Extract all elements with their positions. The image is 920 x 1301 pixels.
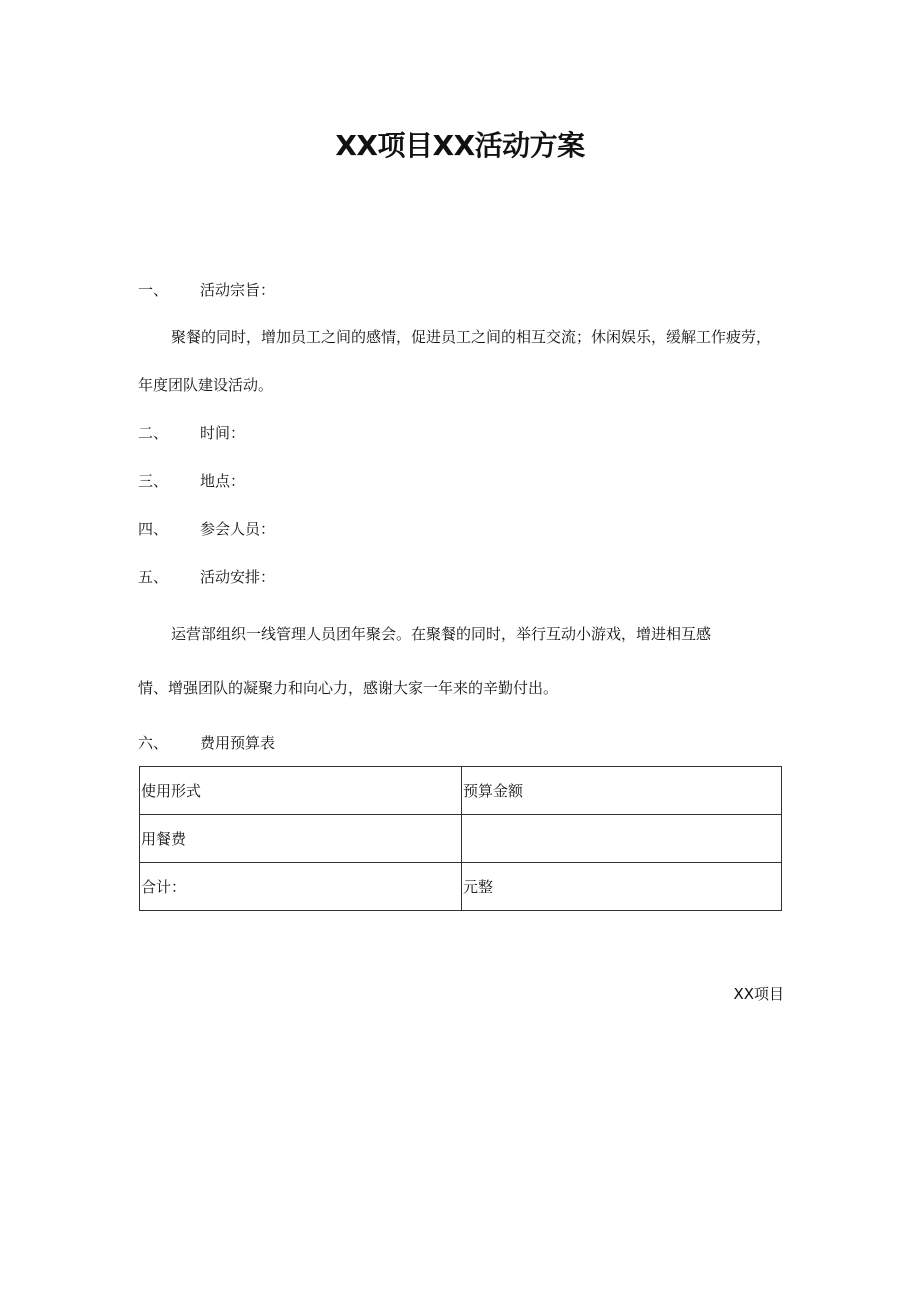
table-row — [140, 863, 782, 911]
section-number: 一、 — [138, 281, 169, 299]
section-label: 参会人员： — [200, 520, 276, 538]
arrangement-paragraph-line1: 运营部组织一线管理人员团年聚会。在聚餐的同时，举行互动小游戏，增进相互感 — [171, 625, 712, 643]
section-label: 费用预算表 — [200, 734, 276, 752]
budget-table — [139, 766, 782, 911]
section-purpose-heading — [138, 280, 275, 300]
section-label: 活动宗旨： — [200, 281, 276, 299]
section-label: 时间： — [200, 424, 246, 442]
table-cell: 元整 — [462, 863, 782, 911]
section-number: 五、 — [138, 568, 169, 586]
table-header-row — [140, 767, 782, 815]
section-label: 活动安排： — [200, 568, 276, 586]
section-label: 地点： — [200, 472, 246, 490]
section-arrangement-heading — [138, 567, 275, 587]
table-header-cell: 预算金额 — [462, 767, 782, 815]
section-number: 三、 — [138, 472, 169, 490]
section-attendees-heading — [138, 519, 275, 539]
purpose-paragraph-line2: 年度团队建设活动。 — [138, 376, 274, 394]
table-cell: 用餐费 — [140, 815, 462, 863]
signature: XX项目 — [733, 985, 784, 1003]
section-time-heading — [138, 423, 245, 443]
section-budget-heading — [138, 733, 275, 753]
arrangement-paragraph-line2: 情、增强团队的凝聚力和向心力，感谢大家一年来的辛勤付出。 — [138, 679, 559, 697]
table-header-cell: 使用形式 — [140, 767, 462, 815]
document-title: XX项目XX活动方案 — [335, 129, 585, 162]
section-number: 二、 — [138, 424, 169, 442]
section-location-heading — [138, 471, 245, 491]
table-cell: 合计： — [140, 863, 462, 911]
purpose-paragraph-line1: 聚餐的同时，增加员工之间的感情，促进员工之间的相互交流；休闲娱乐，缓解工作疲劳， — [171, 328, 772, 346]
table-cell — [462, 815, 782, 863]
section-number: 六、 — [138, 734, 169, 752]
table-row — [140, 815, 782, 863]
section-number: 四、 — [138, 520, 169, 538]
